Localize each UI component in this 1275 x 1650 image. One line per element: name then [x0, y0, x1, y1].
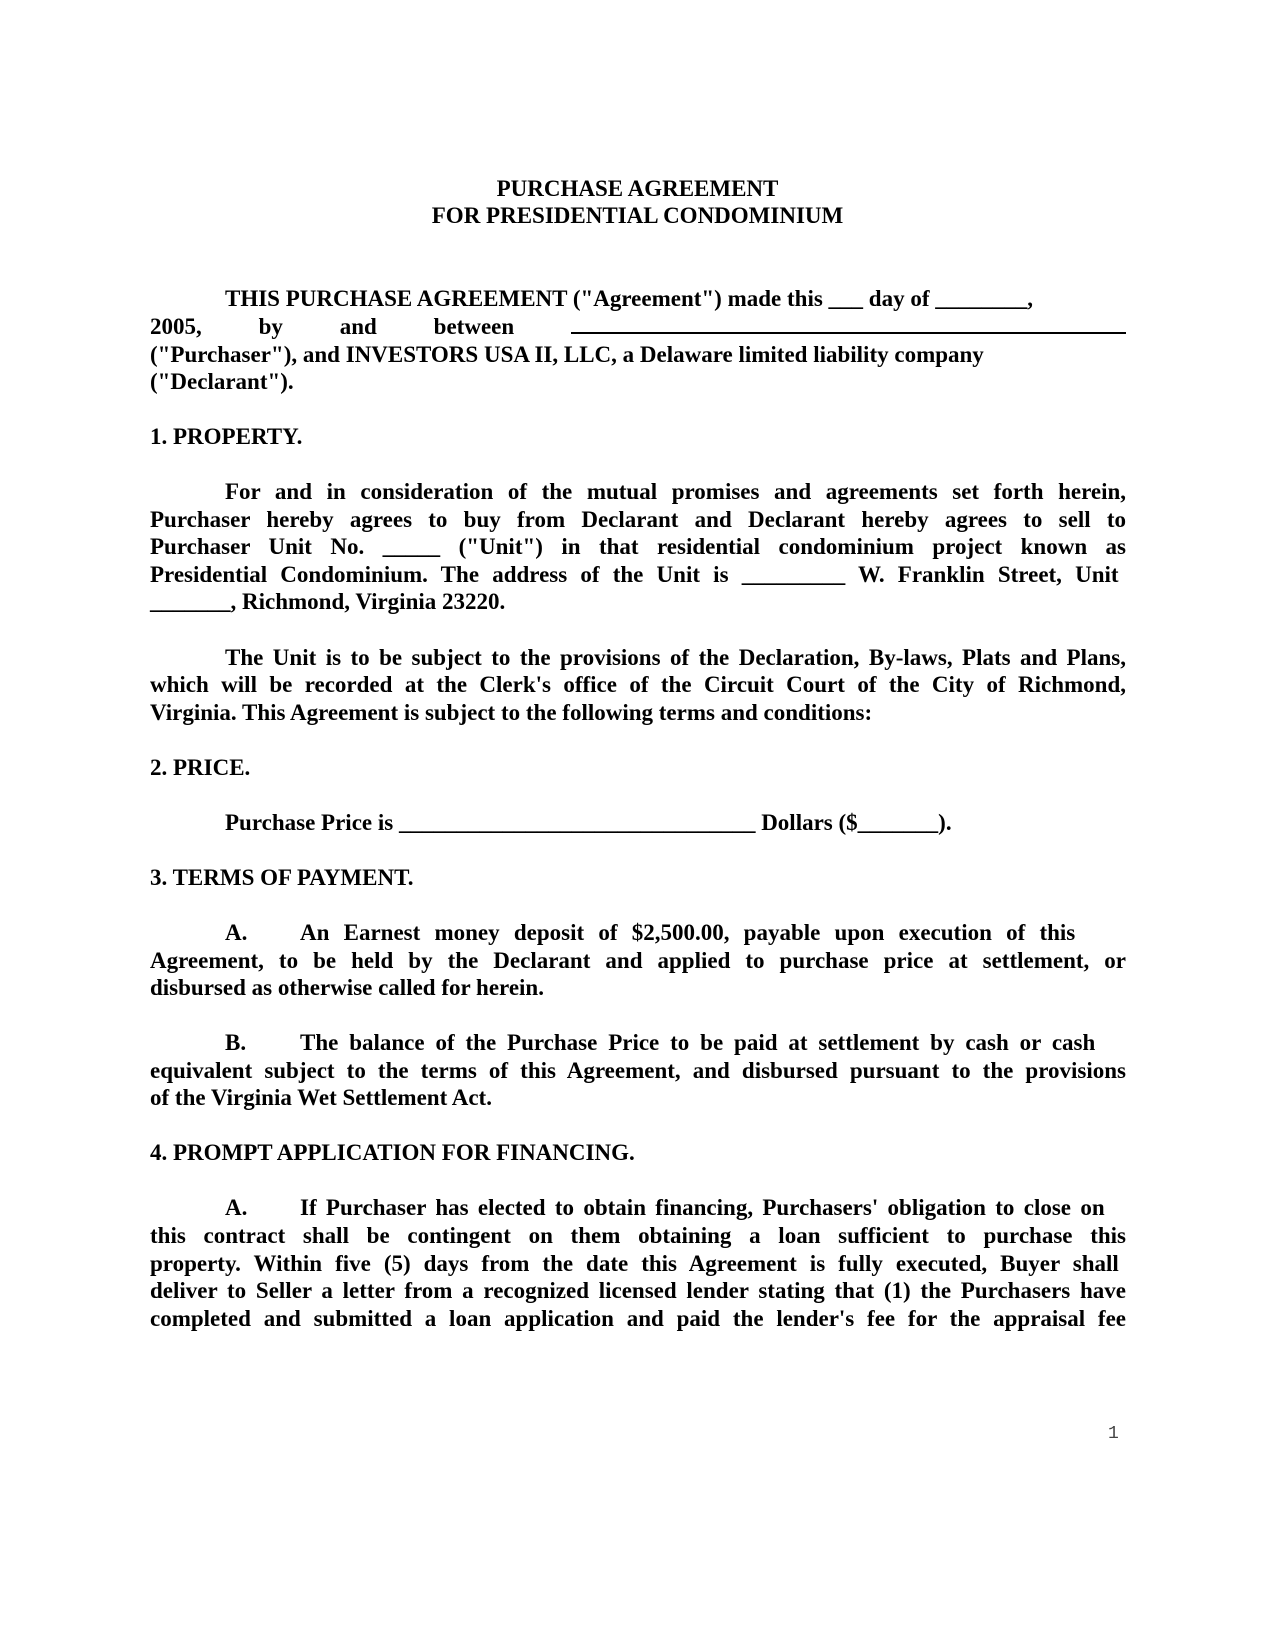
s3b-line-3: of the Virginia Wet Settlement Act.	[150, 1085, 492, 1110]
s4a-line-1: A. If Purchaser has elected to obtain financing, Purchasers' obligation to close on	[225, 1195, 1105, 1220]
s4a-label: A.	[225, 1195, 248, 1220]
s3a-line-1: A. An Earnest money deposit of $2,500.00, payable upon execution of this	[225, 920, 1076, 945]
s1p1-line-4: Presidential Condominium. The address of the Unit is _________ W. Franklin Street, Unit	[150, 562, 1119, 587]
s1p1-line-1: For and in consideration of the mutual promises and agreements set forth herein,	[225, 479, 1126, 504]
s1p2-line-3: Virginia. This Agreement is subject to the following terms and conditions:	[150, 700, 873, 725]
s4a-line-3: property. Within five (5) days from the date this Agreement is fully executed, Buyer shall	[150, 1251, 1119, 1276]
s3a-line-3: disbursed as otherwise called for herein.	[150, 975, 544, 1000]
s3b-line-1: B. The balance of the Purchase Price to be paid at settlement by cash or cash	[225, 1030, 1096, 1055]
document-title: PURCHASE AGREEMENT	[496, 176, 779, 201]
intro-line-2: 2005, by and between	[150, 312, 1126, 341]
intro-line-1: THIS PURCHASE AGREEMENT ("Agreement") made this ___ day of ________,	[225, 286, 1033, 311]
intro-line-3: ("Purchaser"), and INVESTORS USA II, LLC, a Delaware limited liability company	[150, 342, 984, 367]
document-subtitle: FOR PRESIDENTIAL CONDOMINIUM	[431, 203, 844, 228]
s4a-line-4: deliver to Seller a letter from a recognized licensed lender stating that (1) the Purchasers have	[150, 1278, 1126, 1303]
s1p1-line-2: Purchaser hereby agrees to buy from Declarant and Declarant hereby agrees to sell to	[150, 507, 1126, 532]
s4a-line-5: completed and submitted a loan application and paid the lender's fee for the appraisal fee	[150, 1306, 1126, 1331]
section-4-heading: 4. PROMPT APPLICATION FOR FINANCING.	[150, 1140, 635, 1165]
page-number: 1	[1108, 1424, 1119, 1444]
s1p2-line-2: which will be recorded at the Clerk's office of the Circuit Court of the City of Richmond,	[150, 672, 1126, 697]
s3a-line-2: Agreement, to be held by the Declarant and applied to purchase price at settlement, or	[150, 948, 1126, 973]
s1p1-line-3: Purchaser Unit No. _____ ("Unit") in that residential condominium project known as	[150, 534, 1126, 559]
section-2-heading: 2. PRICE.	[150, 755, 251, 780]
s3b-label: B.	[225, 1030, 247, 1055]
s4a-line-2: this contract shall be contingent on them obtaining a loan sufficient to purchase this	[150, 1223, 1126, 1248]
s1p2-line-1: The Unit is to be subject to the provisions of the Declaration, By-laws, Plats and Plans,	[225, 645, 1126, 670]
purchase-price-line: Purchase Price is _______________________________ Dollars ($_______).	[225, 810, 952, 835]
intro-line-4: ("Declarant").	[150, 369, 294, 394]
s3a-label: A.	[225, 920, 248, 945]
section-1-heading: 1. PROPERTY.	[150, 424, 303, 449]
s1p1-line-5: _______, Richmond, Virginia 23220.	[150, 589, 506, 614]
purchaser-name-blank	[571, 312, 1126, 334]
s3b-line-2: equivalent subject to the terms of this Agreement, and disbursed pursuant to the provisions	[150, 1058, 1126, 1083]
section-3-heading: 3. TERMS OF PAYMENT.	[150, 865, 414, 890]
